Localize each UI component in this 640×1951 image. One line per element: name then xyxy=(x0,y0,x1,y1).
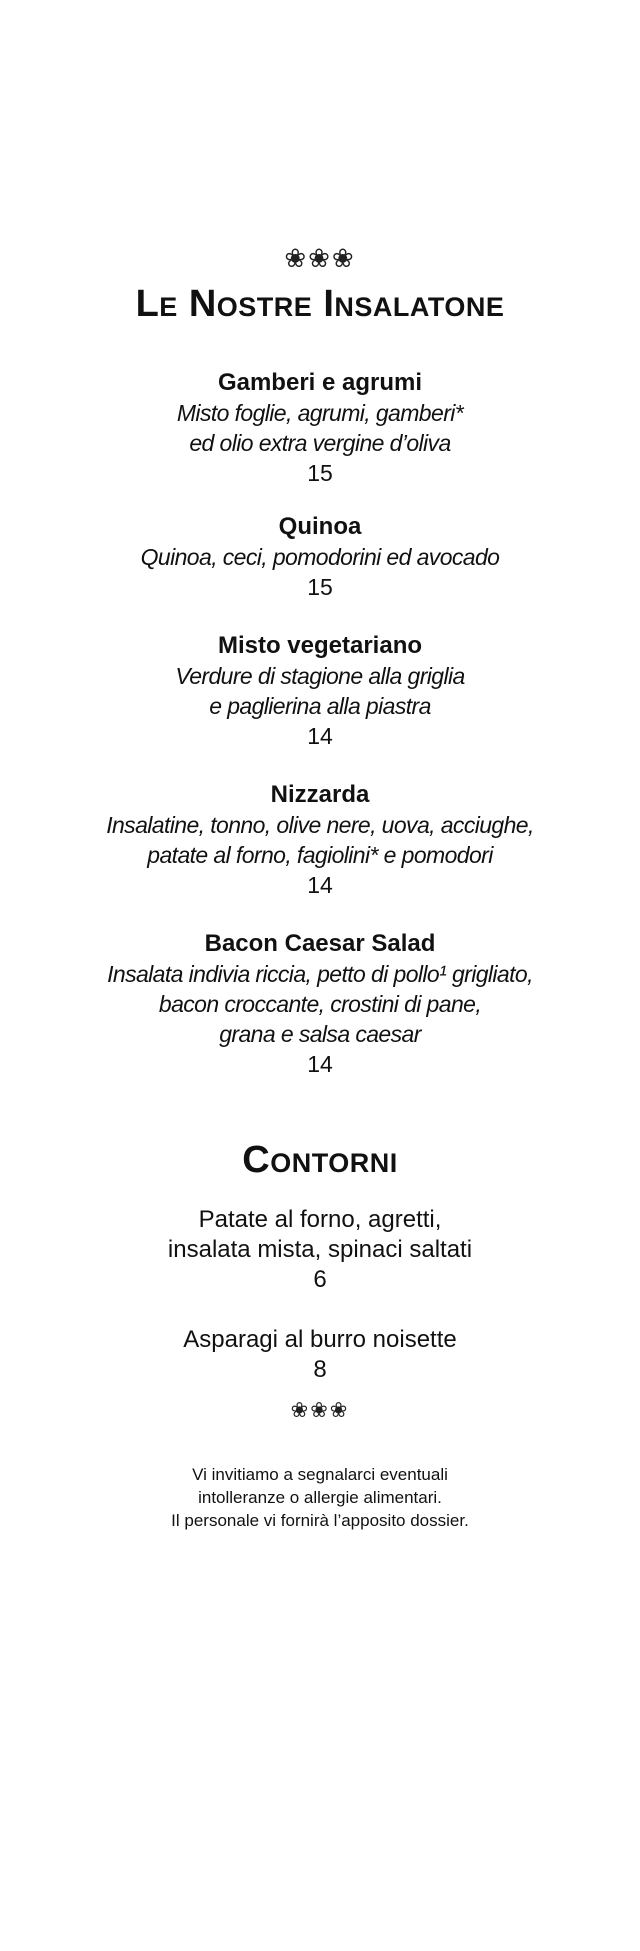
dish-name: Nizzarda xyxy=(270,781,370,808)
dish-description-line: ed olio extra vergine d’oliva xyxy=(189,430,451,456)
side-item-potatoes-and-greens xyxy=(0,1205,640,1295)
dish-description-line: Misto foglie, agrumi, gamberi* xyxy=(176,400,464,426)
menu-item-quinoa xyxy=(0,512,640,602)
dish-description xyxy=(0,398,640,458)
dish-price: 15 xyxy=(307,574,333,600)
menu-item-misto-vegetariano xyxy=(0,631,640,751)
dish-description-line: bacon croccante, crostini di pane, xyxy=(158,991,482,1017)
side-price: 6 xyxy=(313,1266,327,1293)
side-item-asparagus xyxy=(0,1325,640,1385)
sides-section-title: Contorni xyxy=(242,1139,398,1181)
allergy-notice-line: Il personale vi fornirà l’apposito dossier. xyxy=(171,1511,469,1530)
dish-name: Bacon Caesar Salad xyxy=(204,930,436,957)
dish-description-line: patate al forno, fagiolini* e pomodori xyxy=(147,842,493,868)
dish-description xyxy=(0,661,640,721)
dish-price: 14 xyxy=(307,723,333,749)
dish-price: 14 xyxy=(307,872,333,898)
side-description xyxy=(0,1205,640,1265)
flower-ornament-top: ❀❀❀ xyxy=(284,244,356,274)
side-description-line: insalata mista, spinaci saltati xyxy=(167,1236,473,1263)
dish-name: Gamberi e agrumi xyxy=(217,369,423,396)
flower-ornament-bottom: ❀❀❀ xyxy=(290,1398,350,1422)
menu-item-nizzarda xyxy=(0,780,640,900)
dish-description-line: e paglierina alla piastra xyxy=(209,693,431,719)
dish-description-line: grana e salsa caesar xyxy=(219,1021,421,1047)
dish-description-line: Quinoa, ceci, pomodorini ed avocado xyxy=(140,544,500,570)
dish-name: Misto vegetariano xyxy=(217,632,423,659)
allergy-notice-line: intolleranze o allergie alimentari. xyxy=(198,1488,442,1507)
side-price: 8 xyxy=(313,1356,327,1383)
dish-price: 14 xyxy=(307,1051,333,1077)
dish-price: 15 xyxy=(307,460,333,486)
menu-item-gamberi-e-agrumi xyxy=(0,368,640,488)
side-description-line: Asparagi al burro noisette xyxy=(183,1326,457,1353)
dish-description-line: Insalata indivia riccia, petto di pollo¹ grigliato, xyxy=(107,961,533,987)
salads-section-title: Le Nostre Insalatone xyxy=(135,283,505,325)
dish-description xyxy=(0,959,640,1049)
dish-description-line: Insalatine, tonno, olive nere, uova, acciughe, xyxy=(106,812,534,838)
dish-description xyxy=(0,810,640,870)
side-description-line: Patate al forno, agretti, xyxy=(198,1206,442,1233)
dish-name: Quinoa xyxy=(278,513,362,540)
menu-item-bacon-caesar-salad xyxy=(0,929,640,1079)
dish-description xyxy=(0,542,640,572)
dish-description-line: Verdure di stagione alla griglia xyxy=(175,663,465,689)
side-description xyxy=(0,1325,640,1355)
allergy-notice-line: Vi invitiamo a segnalarci eventuali xyxy=(192,1465,448,1484)
allergy-notice xyxy=(0,1463,640,1532)
